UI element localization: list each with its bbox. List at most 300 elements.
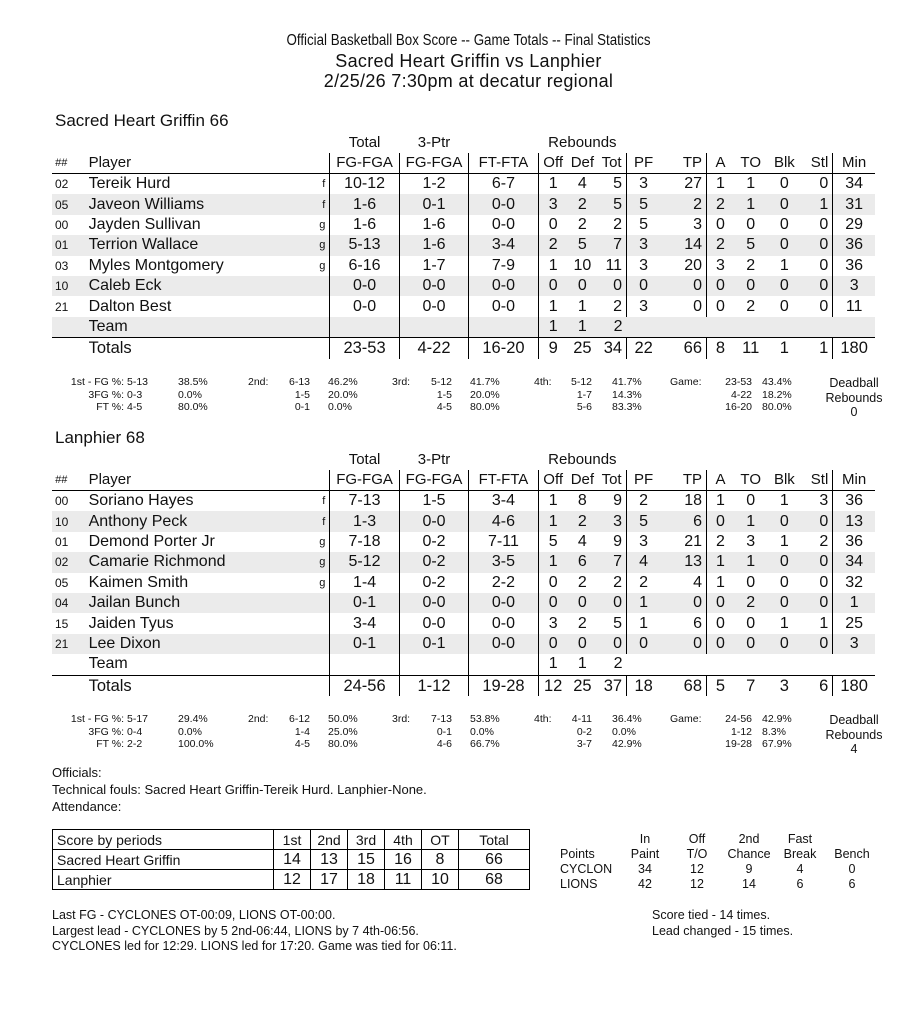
blank-cell bbox=[833, 654, 875, 675]
team-def: 1 bbox=[577, 655, 587, 673]
col-group-total: Total bbox=[348, 134, 381, 151]
col-group-total: Total bbox=[348, 451, 381, 468]
stat-tot: 9 bbox=[613, 492, 623, 510]
player-name: Camarie Richmond bbox=[84, 552, 294, 572]
points-header: Paint bbox=[630, 847, 660, 861]
deadball-line: 4 bbox=[850, 742, 858, 756]
team-off: 1 bbox=[538, 654, 567, 675]
q1-made-line: 5-13 bbox=[127, 376, 149, 388]
q4-made-line: 0-2 bbox=[576, 725, 592, 738]
blank-cell bbox=[833, 450, 875, 470]
stat-fg: 0-1 bbox=[330, 593, 399, 613]
col-group-rebounds: Rebounds bbox=[548, 451, 617, 468]
stat-fg: 1-6 bbox=[330, 215, 399, 235]
points-value: 42 bbox=[638, 877, 652, 891]
sbp-cell: 8 bbox=[422, 850, 459, 870]
stat-min: 3 bbox=[833, 276, 875, 296]
q3-label-line: 3rd: bbox=[392, 713, 411, 725]
stat-blk: 1 bbox=[779, 532, 789, 550]
stat-blk: 0 bbox=[768, 276, 802, 296]
sbp-row bbox=[53, 850, 530, 870]
stat-tot: 2 bbox=[613, 215, 623, 233]
stat-pts: 2 bbox=[660, 194, 706, 214]
stat-3p: 0-2 bbox=[399, 532, 468, 552]
stat-def: 0 bbox=[568, 593, 597, 613]
sbp-cell: 12 bbox=[274, 870, 311, 890]
q3-label-line bbox=[392, 738, 418, 751]
blank-cell bbox=[768, 317, 802, 338]
q4-pct-line: 41.7% bbox=[612, 376, 642, 388]
stat-min: 1 bbox=[833, 593, 875, 613]
stat-off: 1 bbox=[538, 296, 567, 316]
player-row bbox=[52, 511, 875, 531]
q2-pct-line: 20.0% bbox=[328, 388, 358, 401]
player-row bbox=[52, 613, 875, 633]
player-number: 10 bbox=[52, 511, 84, 531]
stat-3p: 0-0 bbox=[399, 593, 468, 613]
q2-label-line bbox=[248, 401, 284, 414]
q1-made bbox=[127, 713, 163, 751]
sbp-cell: 16 bbox=[385, 850, 422, 870]
stat-3p: 1-6 bbox=[399, 235, 468, 255]
stat-ft: 7-11 bbox=[469, 532, 538, 552]
stat-min: 34 bbox=[833, 552, 875, 572]
q1-labels-line: 1st - FG %: bbox=[70, 376, 124, 388]
stat-to: 1 bbox=[734, 511, 768, 531]
q2-made bbox=[280, 713, 310, 751]
stat-off: 0 bbox=[538, 593, 567, 613]
total-ft: 19-28 bbox=[469, 675, 538, 696]
q1-pct-line: 100.0% bbox=[178, 738, 214, 750]
largest-lead: Largest lead - CYCLONES by 5 2nd-06:44, LIONS by 7 4th-06:56. bbox=[52, 923, 419, 938]
stat-stl: 0 bbox=[801, 634, 833, 654]
blank-cell bbox=[399, 654, 468, 675]
blank-cell bbox=[52, 654, 84, 675]
col-group-3ptr: 3-Ptr bbox=[417, 451, 451, 468]
sbp-header: OT bbox=[422, 830, 459, 850]
q4-pct-line: 14.3% bbox=[612, 388, 642, 401]
stat-ast: 0 bbox=[707, 276, 734, 296]
blank-cell bbox=[707, 317, 734, 338]
stat-ast: 1 bbox=[707, 174, 734, 195]
stat-fg: 0-1 bbox=[330, 634, 399, 654]
q4-label-line bbox=[534, 726, 562, 739]
sbp-cell: 66 bbox=[459, 850, 530, 870]
sbp-cell: 17 bbox=[311, 870, 348, 890]
total-fg: 23-53 bbox=[330, 338, 399, 359]
stat-off: 1 bbox=[538, 256, 567, 276]
stat-pts: 0 bbox=[660, 634, 706, 654]
player-number: 04 bbox=[52, 593, 84, 613]
player-name: Myles Montgomery bbox=[88, 256, 224, 274]
player-row bbox=[52, 532, 875, 552]
q4-label-line: 4th: bbox=[534, 713, 552, 725]
q4-label-line bbox=[534, 389, 562, 402]
game-made-line: 23-53 bbox=[725, 376, 752, 388]
points-header: T/O bbox=[686, 847, 708, 861]
blank-cell bbox=[768, 133, 802, 153]
player-number: 03 bbox=[55, 258, 69, 273]
team-row bbox=[52, 317, 875, 338]
team-def: 1 bbox=[568, 317, 597, 338]
game-label-line: Game: bbox=[670, 713, 702, 725]
points-header: Break bbox=[783, 847, 817, 861]
q1-labels-line: 3FG %: bbox=[88, 388, 124, 401]
date-place: 2/25/26 7:30pm at decatur regional bbox=[323, 71, 614, 91]
points-value: 0 bbox=[848, 862, 856, 876]
stat-fg: 0-0 bbox=[330, 276, 399, 296]
stat-to: 5 bbox=[734, 235, 768, 255]
stat-pf: 3 bbox=[627, 296, 661, 316]
stat-off: 2 bbox=[538, 235, 567, 255]
game-made-line: 16-20 bbox=[725, 401, 752, 413]
stat-def: 6 bbox=[568, 552, 597, 572]
blank-cell bbox=[627, 654, 661, 675]
col-header-ft: FT-FTA bbox=[469, 470, 538, 491]
stat-ast: 0 bbox=[707, 511, 734, 531]
col-header-a: A bbox=[707, 153, 734, 174]
stat-ast: 1 bbox=[707, 491, 734, 512]
col-header-min: Min bbox=[833, 470, 875, 491]
stat-ast: 1 bbox=[707, 573, 734, 593]
deadball-rebounds bbox=[816, 713, 892, 757]
player-row bbox=[52, 573, 875, 593]
player-row bbox=[52, 174, 875, 195]
points-team: CYCLON bbox=[560, 862, 613, 876]
q4-pct bbox=[612, 376, 652, 414]
totals-label: Totals bbox=[84, 675, 330, 696]
col-group-rebounds: Rebounds bbox=[548, 134, 617, 151]
stat-ast: 2 bbox=[707, 194, 734, 214]
game-made-line: 4-22 bbox=[730, 388, 752, 401]
q2-pct bbox=[328, 713, 368, 751]
stat-3p: 1-5 bbox=[399, 491, 468, 512]
q2-label-line bbox=[248, 738, 284, 751]
blank-cell bbox=[801, 317, 833, 338]
player-number: 02 bbox=[55, 177, 69, 192]
col-header-number: ## bbox=[52, 153, 84, 174]
blank-cell bbox=[768, 654, 802, 675]
matchup: Sacred Heart Griffin vs Lanphier bbox=[335, 51, 602, 71]
game-label-line: Game: bbox=[670, 376, 702, 388]
stat-to: 0 bbox=[746, 215, 756, 233]
q4-label bbox=[534, 376, 562, 414]
team-label: Team bbox=[84, 317, 330, 338]
deadball-line: Rebounds bbox=[825, 727, 883, 742]
player-row bbox=[52, 296, 875, 316]
stat-to: 0 bbox=[746, 614, 756, 632]
game-label-line bbox=[670, 401, 710, 414]
stat-tot: 11 bbox=[605, 256, 623, 274]
col-header-off: Off bbox=[538, 153, 567, 174]
stat-ast: 2 bbox=[707, 235, 734, 255]
stat-blk: 1 bbox=[779, 492, 789, 510]
sbp-header: 2nd bbox=[311, 830, 348, 850]
stat-blk: 0 bbox=[768, 552, 802, 572]
stat-min: 31 bbox=[833, 194, 875, 214]
player-name: Dalton Best bbox=[88, 297, 172, 315]
total-3p: 1-12 bbox=[399, 675, 468, 696]
points-value: 14 bbox=[742, 877, 756, 891]
stat-ft: 3-5 bbox=[469, 552, 538, 572]
points-header: Fast bbox=[787, 832, 813, 846]
player-name: Javeon Williams bbox=[84, 194, 294, 214]
q1-made-line: 2-2 bbox=[127, 738, 143, 750]
game-label-line bbox=[670, 726, 710, 739]
player-position: g bbox=[319, 576, 326, 589]
q4-label-line bbox=[534, 738, 562, 751]
deadball-rebounds bbox=[816, 376, 892, 420]
stat-to: 2 bbox=[746, 256, 756, 274]
player-position: g bbox=[319, 259, 326, 272]
game-made-line: 19-28 bbox=[725, 738, 752, 750]
stat-to: 3 bbox=[746, 532, 756, 550]
col-header-blk: Blk bbox=[768, 153, 802, 174]
q3-pct-line: 41.7% bbox=[470, 376, 500, 388]
sbp-cell: 10 bbox=[422, 870, 459, 890]
lead-notes bbox=[652, 908, 793, 939]
stat-tot: 9 bbox=[613, 532, 623, 550]
blank-cell bbox=[734, 450, 768, 470]
sbp-cell: 15 bbox=[348, 850, 385, 870]
stat-tot: 2 bbox=[613, 573, 623, 591]
col-header-min: Min bbox=[833, 153, 875, 174]
stat-ast: 3 bbox=[707, 256, 734, 276]
box-score-away bbox=[52, 450, 875, 696]
deadball-line: Deadball bbox=[829, 713, 879, 727]
game-label-line bbox=[670, 738, 710, 751]
stat-def: 2 bbox=[577, 215, 587, 233]
stat-3p: 1-6 bbox=[399, 215, 468, 235]
q3-pct-line: 20.0% bbox=[470, 388, 500, 401]
total-blk: 3 bbox=[768, 675, 802, 696]
blank-cell bbox=[330, 317, 399, 338]
stat-fg: 1-4 bbox=[330, 573, 399, 593]
deadball-line: 0 bbox=[850, 405, 858, 419]
col-header-a: A bbox=[707, 470, 734, 491]
stat-pts: 27 bbox=[684, 175, 703, 193]
q2-label-line: 2nd: bbox=[248, 713, 269, 725]
player-position: f bbox=[322, 178, 326, 191]
total-tot: 34 bbox=[597, 338, 626, 359]
stat-pf: 5 bbox=[627, 511, 661, 531]
stat-tot: 7 bbox=[597, 552, 626, 572]
blank-cell bbox=[660, 133, 706, 153]
q3-made-line: 7-13 bbox=[430, 713, 452, 725]
player-position bbox=[294, 593, 330, 613]
stat-stl: 0 bbox=[801, 235, 833, 255]
points-header: Chance bbox=[727, 847, 771, 861]
stat-fg: 3-4 bbox=[330, 613, 399, 633]
stat-3p: 0-0 bbox=[399, 296, 468, 316]
stat-pts: 4 bbox=[693, 573, 703, 591]
total-fg: 24-56 bbox=[330, 675, 399, 696]
player-name: Jaiden Tyus bbox=[88, 614, 174, 632]
player-number: 01 bbox=[52, 235, 84, 255]
stat-to: 0 bbox=[734, 634, 768, 654]
points-label: Points bbox=[560, 847, 595, 861]
q3-pct-line: 66.7% bbox=[470, 738, 500, 750]
q3-made-line: 0-1 bbox=[436, 725, 452, 738]
stat-pts: 6 bbox=[660, 511, 706, 531]
blank-cell bbox=[707, 450, 734, 470]
stat-fg: 10-12 bbox=[330, 174, 399, 195]
stat-stl: 0 bbox=[819, 297, 829, 315]
player-name: Lee Dixon bbox=[84, 634, 294, 654]
q1-made-line: 5-17 bbox=[127, 713, 149, 725]
stat-to: 0 bbox=[734, 276, 768, 296]
player-position bbox=[294, 613, 330, 633]
blank-cell bbox=[707, 654, 734, 675]
total-ft: 16-20 bbox=[469, 338, 538, 359]
q3-label-line bbox=[392, 401, 418, 414]
total-pf: 22 bbox=[627, 338, 661, 359]
stat-pf: 5 bbox=[627, 215, 661, 235]
player-name: Terrion Wallace bbox=[84, 235, 294, 255]
game-pct bbox=[762, 713, 802, 751]
stat-ast: 0 bbox=[707, 215, 734, 235]
q3-label bbox=[392, 376, 418, 414]
stat-tot: 0 bbox=[597, 593, 626, 613]
points-value: 6 bbox=[796, 877, 804, 891]
blank-cell bbox=[469, 654, 538, 675]
player-number: 21 bbox=[52, 634, 84, 654]
stat-fg: 7-18 bbox=[330, 532, 399, 552]
deadball-line: Deadball bbox=[829, 376, 879, 390]
stat-def: 2 bbox=[568, 511, 597, 531]
stat-stl: 1 bbox=[819, 614, 829, 632]
points-header: 2nd bbox=[738, 832, 760, 846]
q2-pct-line: 0.0% bbox=[328, 401, 352, 413]
total-ast: 5 bbox=[707, 675, 734, 696]
stat-def: 0 bbox=[568, 276, 597, 296]
player-row bbox=[52, 256, 875, 276]
col-header-pf: PF bbox=[627, 470, 661, 491]
player-name: Anthony Peck bbox=[84, 511, 294, 531]
stat-stl: 0 bbox=[801, 552, 833, 572]
stat-off: 1 bbox=[538, 511, 567, 531]
col-header-off: Off bbox=[538, 470, 567, 491]
player-row bbox=[52, 491, 875, 512]
stat-def: 4 bbox=[577, 532, 587, 550]
col-header-fg: FG-FGA bbox=[330, 153, 399, 174]
col-header-player: Player bbox=[84, 470, 330, 491]
stat-tot: 2 bbox=[613, 297, 623, 315]
stat-ft: 0-0 bbox=[469, 634, 538, 654]
blank-cell bbox=[833, 317, 875, 338]
total-to: 7 bbox=[734, 675, 768, 696]
blank-cell bbox=[52, 338, 84, 359]
q1-labels bbox=[40, 713, 124, 751]
deadball-line: Rebounds bbox=[825, 390, 883, 405]
stat-fg: 5-13 bbox=[330, 235, 399, 255]
blank-cell bbox=[294, 133, 330, 153]
blank-cell bbox=[52, 133, 84, 153]
blank-cell bbox=[469, 317, 538, 338]
game-label bbox=[670, 713, 710, 751]
stat-ast: 1 bbox=[707, 552, 734, 572]
q1-labels-line: FT %: bbox=[96, 401, 124, 413]
game-made bbox=[712, 713, 752, 751]
q1-pct-line: 29.4% bbox=[178, 713, 208, 725]
stat-to: 2 bbox=[734, 593, 768, 613]
q1-pct-line: 0.0% bbox=[178, 725, 202, 738]
player-number: 15 bbox=[55, 616, 69, 631]
player-name: Caleb Eck bbox=[84, 276, 294, 296]
stat-pts: 6 bbox=[693, 614, 703, 632]
stat-blk: 1 bbox=[779, 256, 789, 274]
col-header-player: Player bbox=[84, 153, 330, 174]
game-made-line: 1-12 bbox=[730, 725, 752, 738]
q4-pct bbox=[612, 713, 652, 751]
player-name: Jayden Sullivan bbox=[88, 215, 201, 233]
q3-made-line: 4-5 bbox=[436, 401, 452, 413]
stat-fg: 0-0 bbox=[330, 296, 399, 316]
stat-pts: 18 bbox=[684, 492, 703, 510]
game-label-line bbox=[670, 389, 710, 402]
stat-to: 2 bbox=[746, 297, 756, 315]
stat-blk: 0 bbox=[779, 215, 789, 233]
q3-made-line: 4-6 bbox=[436, 738, 452, 750]
total-3p: 4-22 bbox=[399, 338, 468, 359]
q3-made-line: 5-12 bbox=[430, 376, 452, 388]
blank-cell bbox=[627, 450, 661, 470]
q3-label-line bbox=[392, 389, 418, 402]
col-header-3p: FG-FGA bbox=[399, 153, 468, 174]
stat-def: 0 bbox=[568, 634, 597, 654]
player-position: g bbox=[319, 535, 326, 548]
player-row bbox=[52, 235, 875, 255]
stat-pf: 3 bbox=[627, 532, 661, 552]
player-position bbox=[294, 276, 330, 296]
col-header-ft: FT-FTA bbox=[469, 153, 538, 174]
stat-pf: 0 bbox=[627, 276, 661, 296]
stat-min: 29 bbox=[833, 215, 875, 235]
stat-3p: 0-0 bbox=[399, 613, 468, 633]
stat-pf: 1 bbox=[627, 613, 661, 633]
total-pf: 18 bbox=[627, 675, 661, 696]
sbp-header: Score by periods bbox=[53, 830, 274, 850]
team-off: 1 bbox=[538, 317, 567, 338]
stat-tot: 5 bbox=[613, 175, 623, 193]
stat-blk: 0 bbox=[768, 194, 802, 214]
points-team: LIONS bbox=[560, 877, 598, 891]
q2-pct-line: 25.0% bbox=[328, 725, 358, 738]
stat-blk: 0 bbox=[768, 593, 802, 613]
q1-pct bbox=[178, 376, 218, 414]
stat-pts: 21 bbox=[684, 532, 703, 550]
stat-fg: 6-16 bbox=[330, 256, 399, 276]
stat-ast: 0 bbox=[707, 613, 734, 633]
player-number: 21 bbox=[55, 299, 69, 314]
last-fg: Last FG - CYCLONES OT-00:09, LIONS OT-00:00. bbox=[52, 908, 336, 922]
game-pct-line: 80.0% bbox=[762, 401, 792, 413]
stat-def: 8 bbox=[577, 492, 587, 510]
q3-pct bbox=[470, 713, 510, 751]
q3-label-line: 3rd: bbox=[392, 376, 411, 388]
q4-made-line: 3-7 bbox=[576, 738, 592, 750]
player-position: g bbox=[319, 218, 326, 231]
score-by-periods-table bbox=[52, 829, 530, 890]
stat-off: 0 bbox=[538, 573, 567, 593]
game-made-line: 24-56 bbox=[725, 713, 752, 725]
points-header: In bbox=[639, 832, 651, 846]
q2-label bbox=[248, 376, 284, 414]
points-header: Off bbox=[688, 832, 706, 846]
stat-tot: 7 bbox=[597, 235, 626, 255]
blank-cell bbox=[52, 450, 84, 470]
stat-ast: 0 bbox=[707, 296, 734, 316]
